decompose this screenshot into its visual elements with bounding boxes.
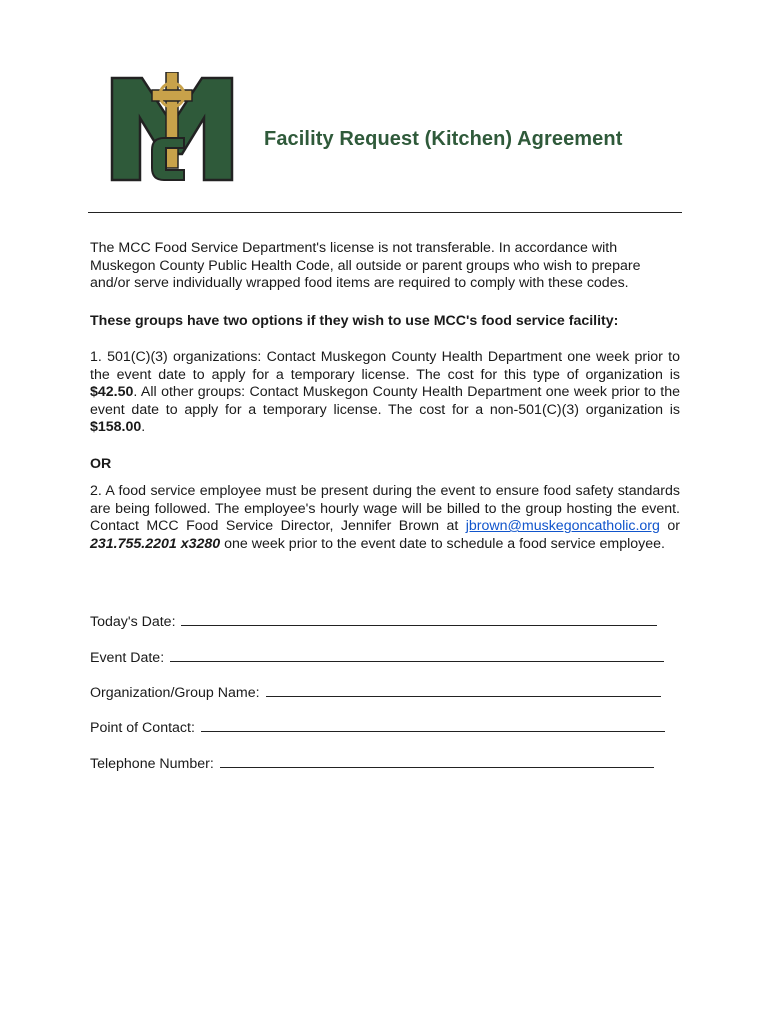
contact-email-link[interactable]: jbrown@muskegoncatholic.org [465, 518, 660, 535]
todays-date-input-line[interactable] [181, 611, 657, 626]
telephone-number-label: Telephone Number: [90, 756, 214, 772]
option-1-text-2: . All other groups: Contact Muskegon County Health Department one week prior to the event date to apply for a temporary license. The cost for a non-501(C)(3) organization is [90, 384, 680, 418]
organization-name-field [90, 682, 661, 702]
document-title: Facility Request (Kitchen) Agreement [264, 128, 623, 150]
contact-phone: 231.755.2201 x3280 [90, 535, 221, 552]
telephone-number-field [90, 753, 654, 773]
todays-date-label: Today's Date: [90, 614, 176, 630]
todays-date-field [90, 611, 657, 631]
option-2-paragraph [90, 483, 680, 553]
option-2-or: or [659, 518, 680, 535]
organization-name-input-line[interactable] [266, 682, 661, 697]
option-1-text: 1. 501(C)(3) organizations: Contact Muskegon County Health Department one week prior to the event date to apply for a temporary license. The cost for this type of organization is [90, 349, 680, 383]
option-1-cost-non-501c3: $158.00 [90, 419, 142, 436]
intro-paragraph: The MCC Food Service Department's license is not transferable. In accordance with Muskegon County Public Health Code, all outside or parent groups who wish to prepare and/or serve individually wrapped food items are required to comply with these codes. [90, 240, 641, 292]
option-2-text: 2. A food service employee must be present during the event to ensure food safety standards are being followed. The employee's hourly wage will be billed to the group hosting the event. Contact MCC Food Service Director, Jennifer Brown at [90, 483, 680, 535]
header-divider [88, 212, 682, 213]
event-date-field [90, 647, 664, 667]
telephone-number-input-line[interactable] [220, 753, 654, 768]
option-1-cost-501c3: $42.50 [90, 384, 134, 401]
option-1-paragraph [90, 349, 680, 437]
option-2-text-2: one week prior to the event date to schedule a food service employee. [220, 535, 666, 552]
mcc-crest-logo [108, 72, 236, 188]
or-separator: OR [90, 456, 112, 472]
point-of-contact-field [90, 717, 665, 737]
point-of-contact-input-line[interactable] [201, 717, 665, 732]
organization-name-label: Organization/Group Name: [90, 685, 260, 701]
option-1-text-3: . [141, 419, 146, 436]
point-of-contact-label: Point of Contact: [90, 720, 195, 736]
options-heading: These groups have two options if they wish to use MCC's food service facility: [90, 313, 619, 329]
event-date-label: Event Date: [90, 650, 165, 666]
event-date-input-line[interactable] [170, 647, 664, 662]
